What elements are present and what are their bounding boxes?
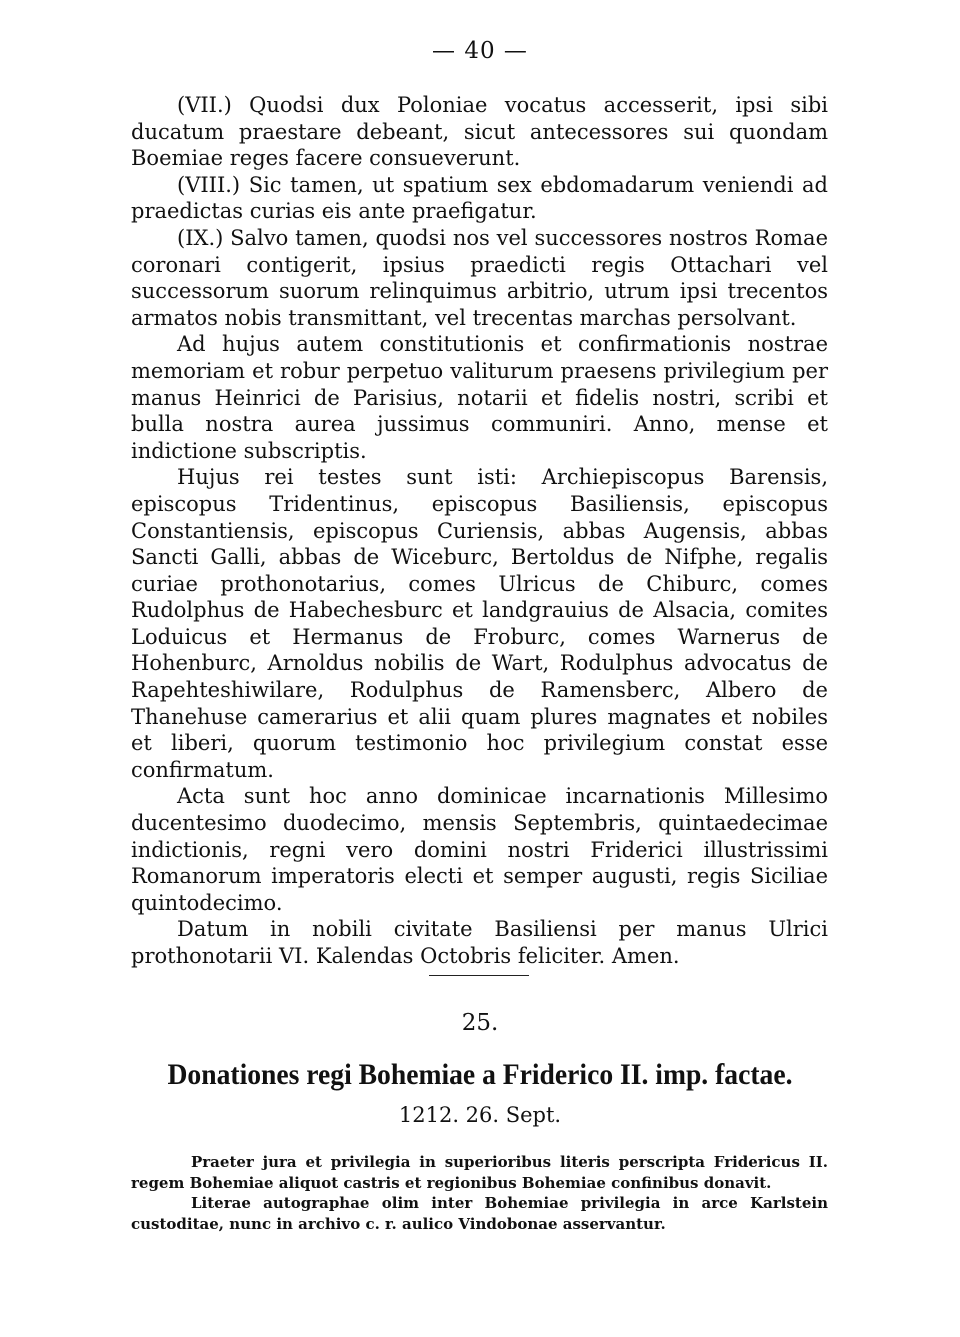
document-title: Donationes regi Bohemiae a Friderico II. imp. factae. xyxy=(167,1058,793,1091)
section-divider xyxy=(429,975,529,976)
editorial-notes xyxy=(131,1152,828,1234)
paragraph-datum: Datum in nobili civitate Basiliensi per manus Ulrici prothonotarii VI. Kalendas Octobris feliciter. Amen. xyxy=(131,917,828,968)
main-text xyxy=(131,92,828,970)
note-provenance: Literae autographae olim inter Bohemiae privilegia in arce Karlstein custoditae, nunc in archivo c. r. aulico Vindobonae asservantur. xyxy=(131,1194,828,1233)
paragraph-ix: (IX.) Salvo tamen, quodsi nos vel successores nostros Romae coronari contigerit, ipsius praedicti regis Ottachari vel successorum suorum relinquimus arbitrio, utrum ipsi trecentos armatos nobis transmittant, vel trecentas marchas persolvant. xyxy=(131,225,828,330)
note-summary: Praeter jura et privilegia in superioribus literis perscripta Fridericus II. regem Bohemiae aliquot castris et regionibus Bohemiae confinibus donavit. xyxy=(131,1153,828,1192)
paragraph-acta: Acta sunt hoc anno dominicae incarnationis Millesimo ducentesimo duodecimo, mensis Septembris, quintaedecimae indictionis, regni vero domini nostri Friderici illustrissimi Romanorum imperatoris electi et semper augusti, regis Siciliae quintodecimo. xyxy=(131,784,828,915)
paragraph-vii: (VII.) Quodsi dux Poloniae vocatus accesserit, ipsi sibi ducatum praestare debeant, sicut antecessores sui quondam Boemiae reges facere consueverunt. xyxy=(131,93,828,171)
paragraph-constitution: Ad hujus autem constitutionis et confirmationis nostrae memoriam et robur perpetuo valiturum praesens privilegium per manus Heinrici de Parisius, notarii et fidelis nostri, scribi et bulla nostra aurea jussimus communiri. Anno, mense et indictione subscriptis. xyxy=(131,332,828,463)
document-number: 25. xyxy=(461,1010,499,1036)
paragraph-witnesses: Hujus rei testes sunt isti: Archiepiscopus Barensis, episcopus Tridentinus, episcopus Basiliensis, episcopus Constantiensis, episcopus Curiensis, abbas Augensis, abbas Sancti Galli, abbas de Wiceburc, Bertoldus de Nifphe, regalis curiae prothonotarius, comes Ulricus de Chiburc, comes Rudolphus de Habechesburc et landgrauius de Alsacia, comites Loduicus et Hermanus de Froburc, comes Warnerus de Hohenburc, Arnoldus nobilis de Wart, Rodulphus advocatus de Rapehteshiwilare, Rodulphus de Ramensberc, Albero de Thanehuse camerarius et alii quam plures magnates et nobiles et liberi, quorum testimonio hoc privilegium constat esse confirmatum. xyxy=(131,465,828,782)
page-number: — 40 — xyxy=(432,38,528,64)
document-date: 1212. 26. Sept. xyxy=(398,1103,562,1127)
paragraph-viii: (VIII.) Sic tamen, ut spatium sex ebdomadarum veniendi ad praedictas curias eis ante praefigatur. xyxy=(131,172,828,224)
